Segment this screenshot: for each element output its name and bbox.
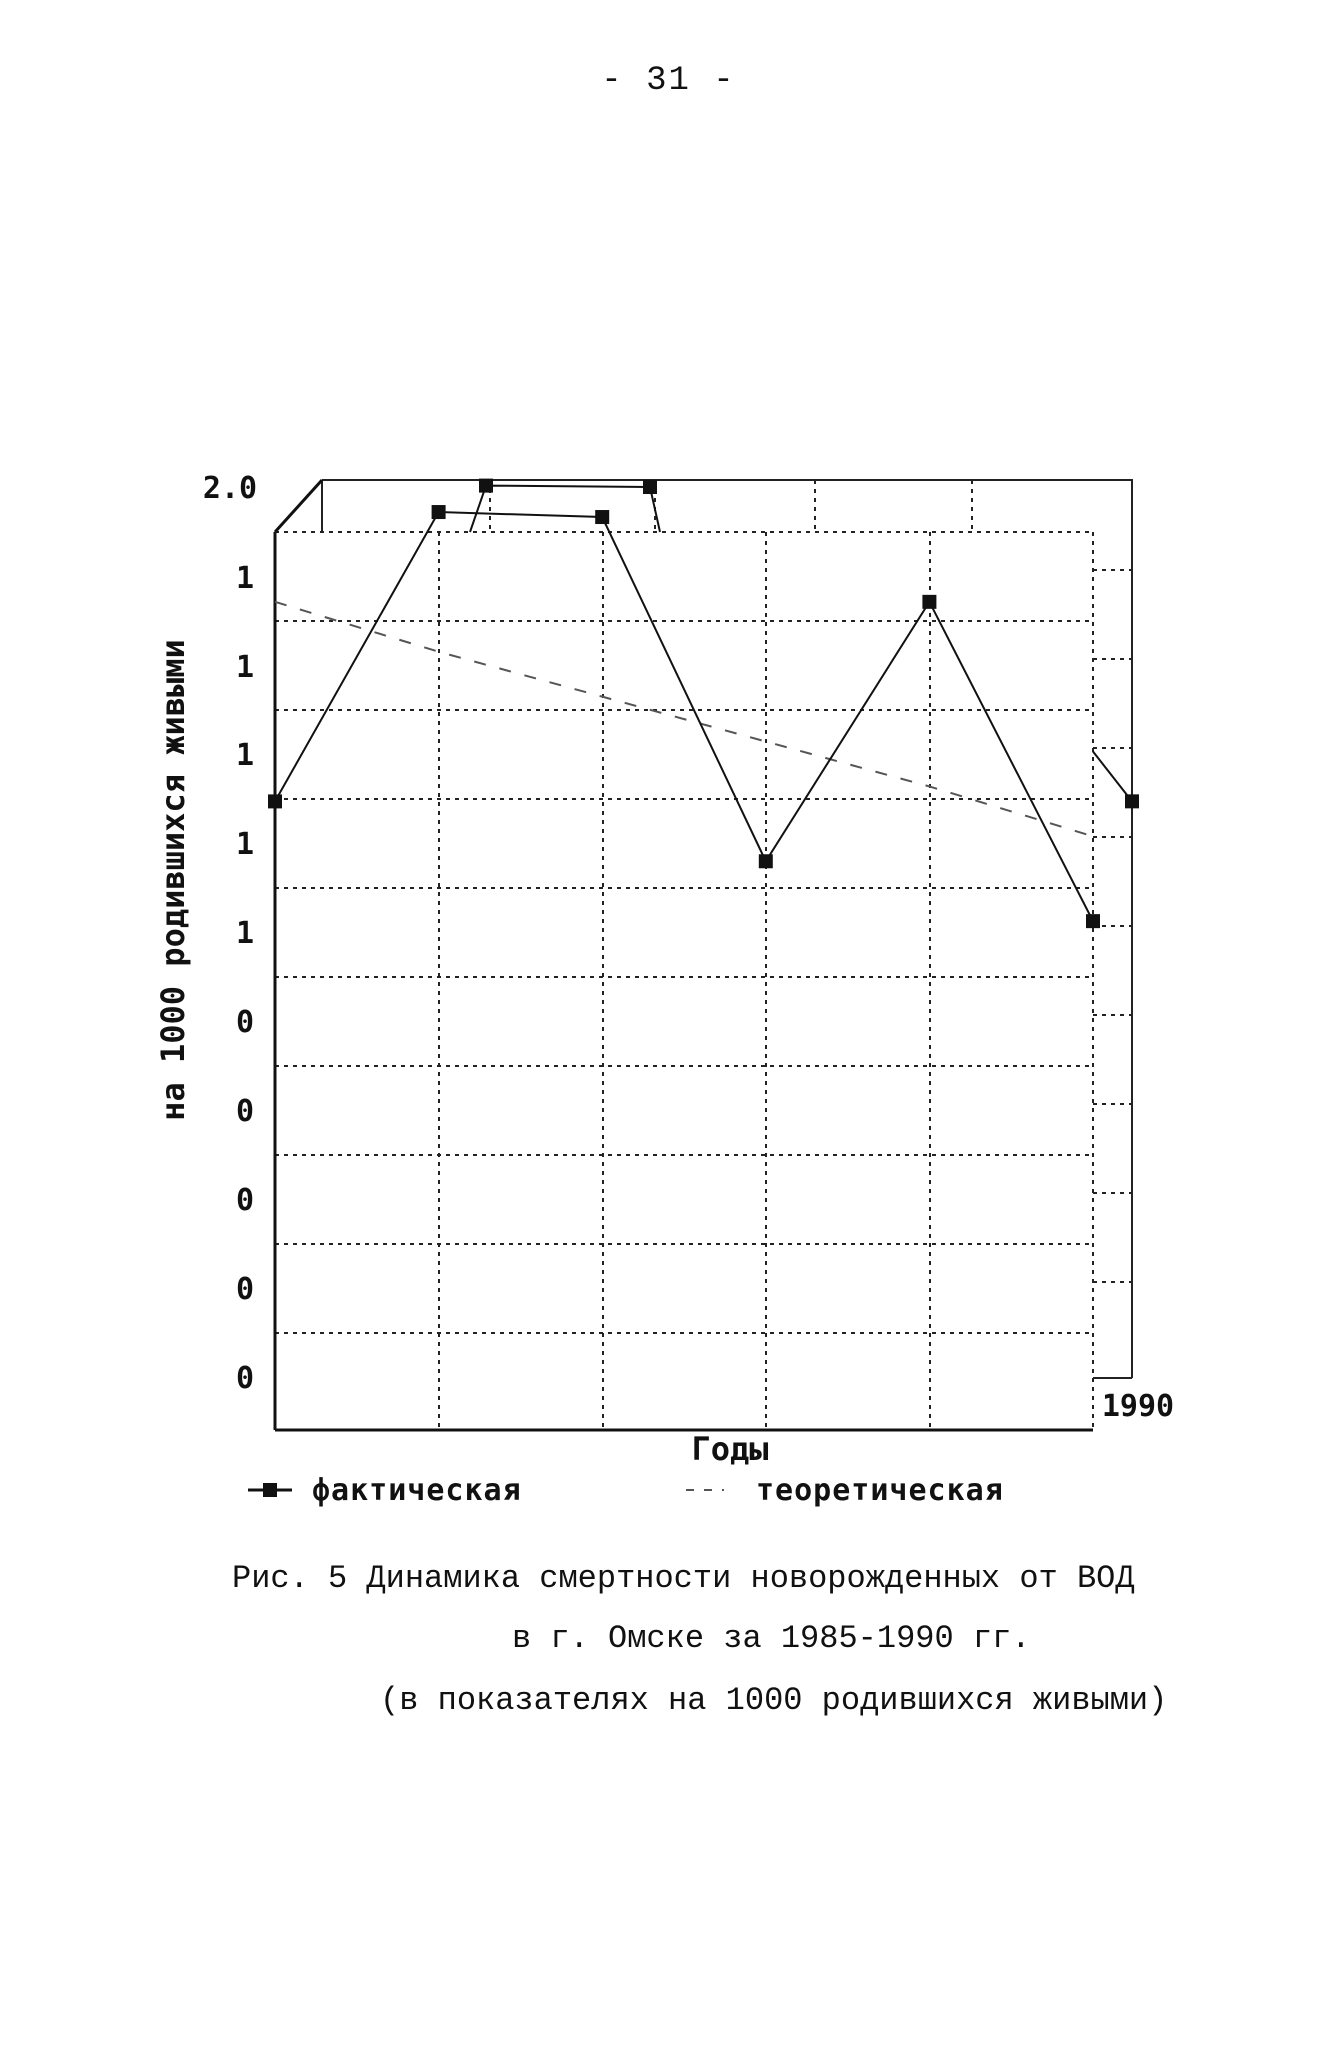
series-line-actual: [275, 512, 1093, 921]
legend-marker-actual: [263, 1483, 277, 1497]
series-line-backplane: [470, 486, 660, 532]
caption-line-3: (в показателях на 1000 родившихся живыми): [380, 1682, 1168, 1719]
y-tick-label: 1: [235, 916, 255, 951]
legend: [248, 1473, 1004, 1508]
series-line-theoretical: [275, 602, 1093, 836]
caption-line-1: Рис. 5 Динамика смертности новорожденных от ВОД: [232, 1560, 1135, 1597]
y-tick-label: 1: [235, 827, 255, 862]
y-tick-labels: [203, 471, 257, 1396]
data-point-actual: [922, 595, 936, 609]
data-point-backplane: [643, 480, 657, 494]
grid: [275, 532, 1093, 1430]
y-tick-label: 0: [235, 1005, 255, 1040]
page-number: - 31 -: [601, 62, 736, 100]
y-tick-label: 1: [235, 561, 255, 596]
y-tick-label: 0: [235, 1094, 255, 1129]
y-axis-title: на 1000 родившихся живыми: [154, 639, 192, 1121]
y-tick-label: 1: [235, 738, 255, 773]
x-tick-label: 1990: [1101, 1389, 1175, 1424]
data-point-actual: [268, 794, 282, 808]
data-point-actual: [595, 510, 609, 524]
y-tick-label: 0: [235, 1183, 255, 1218]
legend-label-actual: фактическая: [312, 1473, 522, 1508]
data-point-backplane: [479, 479, 493, 493]
data-point-actual: [759, 854, 773, 868]
y-tick-label: 0: [235, 1361, 255, 1396]
data-point-side: [1125, 794, 1139, 808]
x-axis-title: Годы: [691, 1430, 769, 1468]
y-tick-label: 0: [235, 1272, 255, 1307]
caption-line-2: в г. Омске за 1985-1990 гг.: [512, 1620, 1031, 1657]
y-axis-back-stub: [275, 480, 322, 532]
series-layer: [268, 479, 1139, 929]
series-line-side: [1093, 752, 1132, 802]
y-tick-label: 2.0: [202, 471, 258, 506]
legend-label-theor: теоретическая: [756, 1473, 1004, 1508]
data-point-actual: [1086, 914, 1100, 928]
data-point-actual: [432, 505, 446, 519]
y-tick-label: 1: [235, 650, 255, 685]
